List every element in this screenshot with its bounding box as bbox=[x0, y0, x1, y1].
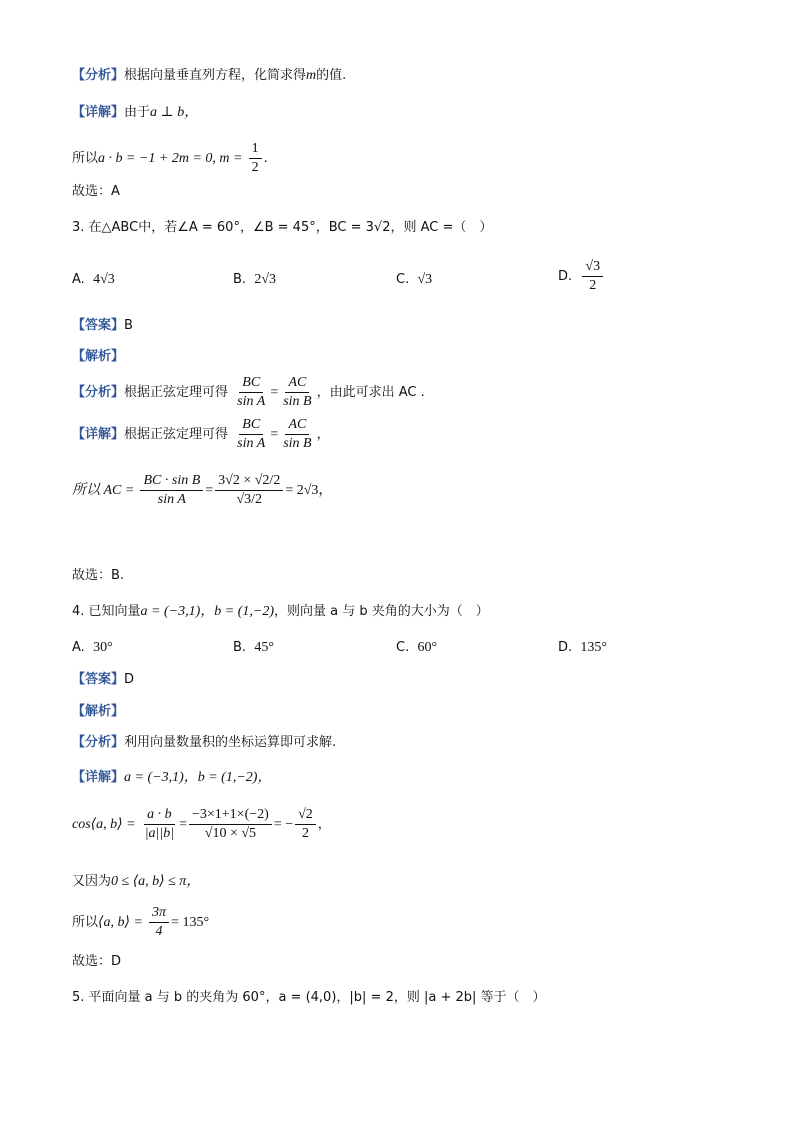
q4-cos: cos⟨a, b⟩ = $\frac{a \cdot b}{|a||b|}$ = $\frac{-3\times 1+1\times(-2)}{√10 \times √5}$ = − $\frac{√2}{2}$ ， bbox=[72, 807, 331, 841]
q4-stem: 4. 已知向量a = (−3,1)，b = (1,−2)，则向量 a 与 b 夹角的大小为（ ） bbox=[72, 604, 489, 619]
analysis-tag: 【分析】 bbox=[72, 68, 125, 83]
q4-option-a[interactable]: A. 30° bbox=[72, 640, 113, 655]
q3-option-b[interactable]: B. 2√3 bbox=[233, 272, 277, 287]
q4-option-c[interactable]: C. 60° bbox=[396, 640, 438, 655]
q3-analysis: 【分析】根据正弦定理可得 $\frac{BC}{\text{sin A}}$ = $\frac{AC}{\text{sin B}}$ ，由此可求出 AC . bbox=[72, 375, 425, 409]
q4-detail: 【详解】a = (−3,1)，b = (1,−2)， bbox=[72, 770, 272, 785]
q4-range: 又因为0 ≤ ⟨a, b⟩ ≤ π， bbox=[72, 874, 201, 889]
q3-option-c[interactable]: C. √3 bbox=[396, 272, 433, 287]
q5-stem: 5. 平面向量 a 与 b 的夹角为 60°，a = (4,0)，|b| = 2，则 |a + 2b| 等于（ ） bbox=[72, 990, 546, 1005]
q3-therefore: 所以 AC = $\frac{\text{BC · sin B}}{\text{sin A}}$ = $\frac{3√2 \times √2/2}{√3/2}$ = 2√3， bbox=[72, 473, 333, 507]
q4-answer: 【答案】D bbox=[72, 672, 135, 687]
q2-detail: 【详解】由于a ⊥ b， bbox=[72, 105, 199, 120]
q2-choose: 故选：A bbox=[72, 184, 120, 199]
q4-explain-tag: 【解析】 bbox=[72, 704, 125, 719]
q4-therefore: 所以⟨a, b⟩ = $\frac{3\pi}{4}$ = 135° bbox=[72, 905, 210, 939]
detail-tag: 【详解】 bbox=[72, 105, 125, 120]
q3-option-d[interactable]: D. $\frac{√3}{2}$ bbox=[558, 258, 605, 295]
q4-analysis: 【分析】利用向量数量积的坐标运算即可求解. bbox=[72, 735, 337, 750]
q4-choose: 故选：D bbox=[72, 954, 122, 969]
q3-stem: 3. 在△ABC中，若∠A = 60°，∠B = 45°，BC = 3√2，则 AC =（ ） bbox=[72, 220, 493, 235]
q3-answer: 【答案】B bbox=[72, 318, 133, 333]
q3-detail: 【详解】根据正弦定理可得 $\frac{BC}{\text{sin A}}$ = $\frac{AC}{\text{sin B}}$ ， bbox=[72, 417, 330, 451]
q4-option-d[interactable]: D. 135° bbox=[558, 640, 608, 655]
q4-option-b[interactable]: B. 45° bbox=[233, 640, 274, 655]
q3-explain-tag: 【解析】 bbox=[72, 349, 125, 364]
q2-analysis: 【分析】根据向量垂直列方程，化简求得m的值. bbox=[72, 68, 347, 83]
q3-choose: 故选：B. bbox=[72, 568, 125, 583]
q3-option-a[interactable]: A. 4√3 bbox=[72, 272, 115, 287]
fraction-half: $\frac{1}{2}$ bbox=[249, 140, 262, 177]
q2-therefore: 所以a · b = −1 + 2m = 0, m = $\frac{1}{2}$ . bbox=[72, 141, 268, 175]
